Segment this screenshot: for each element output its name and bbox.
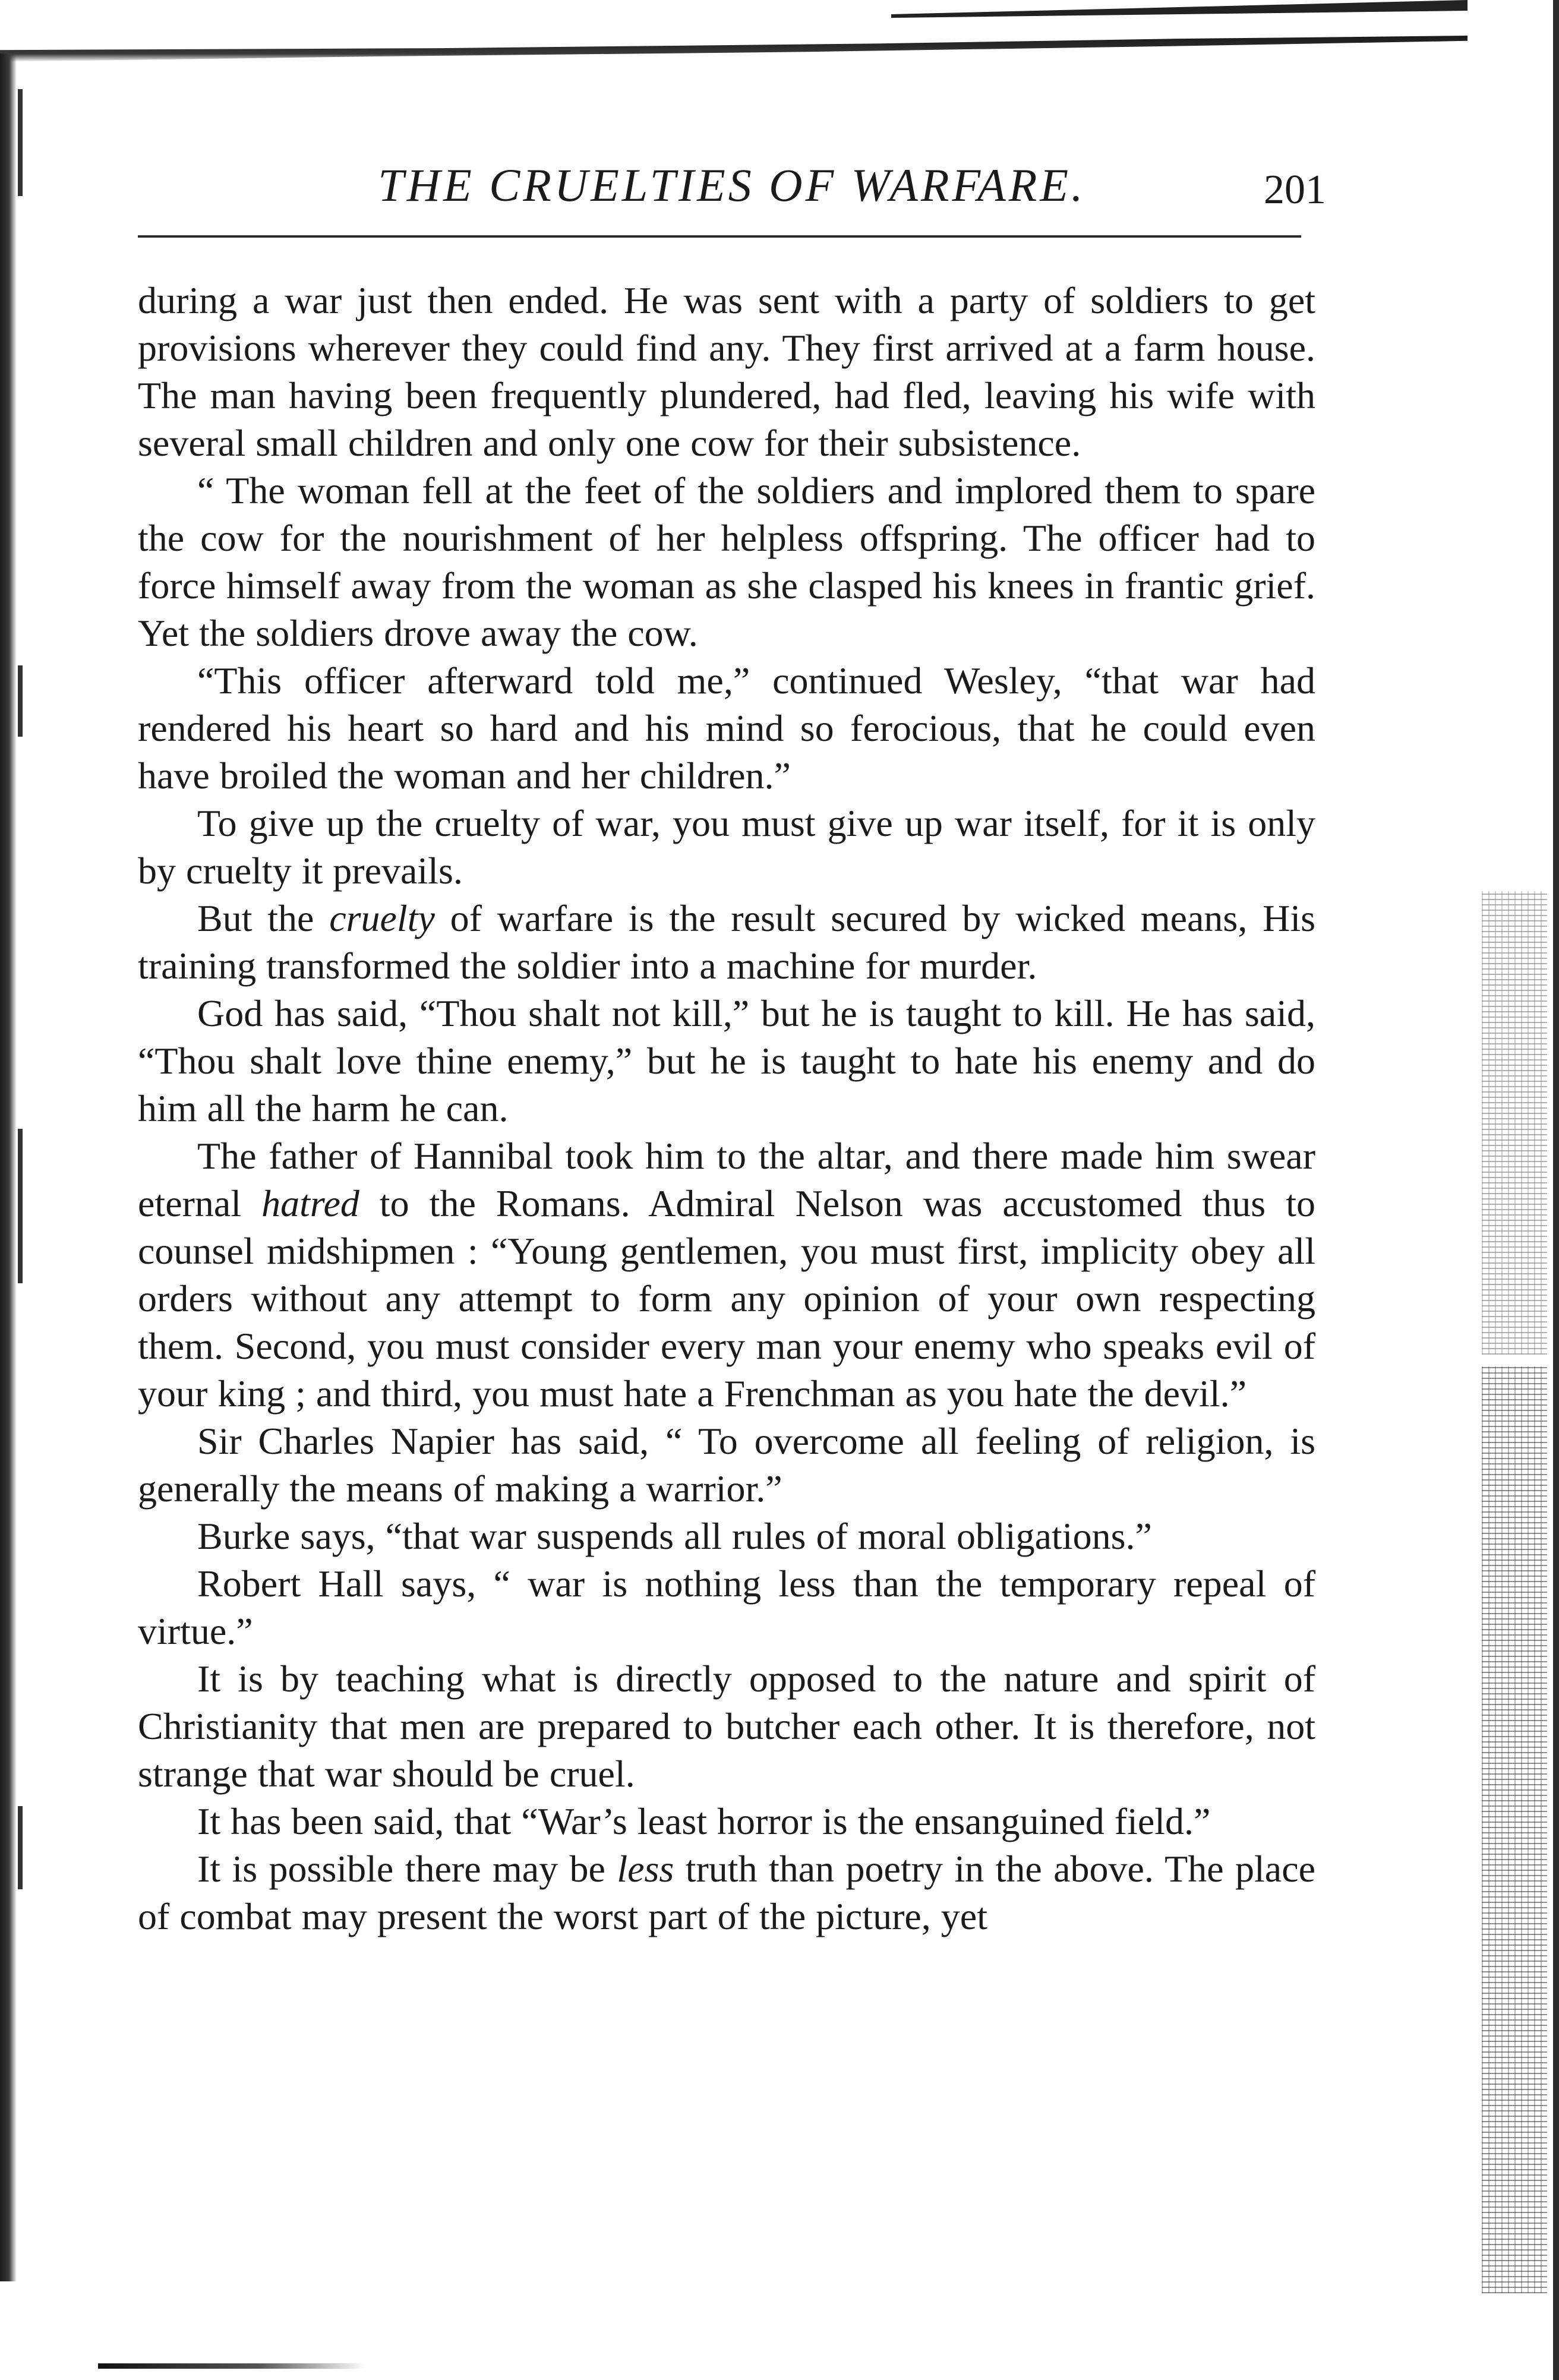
paragraph-text: “This officer afterward told me,” continued Wesley, “that war had rendered his heart so hard and his mind so ferocious, that he could even have broiled the woman and her children.” <box>138 659 1315 797</box>
paragraph-text: It has been said, that “War’s least horror is the ensanguined field.” <box>197 1800 1211 1842</box>
paragraph-text: Burke says, “that war suspends all rules of moral obligations.” <box>197 1515 1152 1557</box>
running-title: THE CRUELTIES OF WARFARE. <box>378 159 1086 211</box>
paragraph-text: To give up the cruelty of war, you must give up war itself, for it is only by cruelty it prevails. <box>138 802 1315 892</box>
scan-noise <box>1482 891 1547 1355</box>
paragraph-text: It is by teaching what is directly opposed to the nature and spirit of Christianity that men are prepared to butcher each other. It is therefore, not strange that war should be cruel. <box>138 1658 1315 1795</box>
paragraph-text: It is possible there may be <box>197 1848 617 1890</box>
page-header <box>138 156 1326 215</box>
scan-edge-shadow <box>1553 0 1559 2380</box>
paragraph <box>138 1798 1315 1845</box>
scan-edge-mark <box>18 1129 23 1283</box>
paragraph-text: of warfare is the result secured by wicked means, His training transformed the soldier into a machine for murder. <box>138 897 1316 987</box>
paragraph-text: The father of Hannibal took him to the altar, and there made him swear eternal <box>138 1135 1315 1224</box>
italic-emphasis: cruelty <box>329 897 435 939</box>
italic-emphasis: hatred <box>261 1182 359 1224</box>
paragraph-text: But the <box>197 897 330 939</box>
scan-edge-mark <box>18 1806 23 1889</box>
paragraph <box>138 895 1315 990</box>
scan-edge-mark <box>18 665 23 737</box>
paragraph <box>138 990 1315 1132</box>
page-number: 201 <box>1264 167 1326 213</box>
scan-edge-shadow <box>0 36 1468 62</box>
paragraph <box>138 1560 1315 1655</box>
header-rule <box>138 235 1301 238</box>
paragraph <box>138 467 1315 657</box>
paragraph <box>138 277 1315 467</box>
scan-edge-shadow <box>891 0 1468 18</box>
paragraph-text: during a war just then ended. He was sent with a party of soldiers to get provisions wherever they could find any. They first arrived at a farm house. The man having been frequently plundered, had fled, leaving his wife with several small children and only one cow for their subsistence. <box>138 279 1315 464</box>
paragraph-text: Sir Charles Napier has said, “ To overcome all feeling of religion, is generally the means of making a warrior.” <box>138 1420 1315 1510</box>
scan-edge-mark <box>18 89 23 196</box>
scan-edge-mark <box>98 2363 365 2369</box>
paragraph-text: God has said, “Thou shalt not kill,” but he is taught to kill. He has said, “Thou shalt love thine enemy,” but he is taught to hate his enemy and do him all the harm he can. <box>138 992 1315 1129</box>
paragraph <box>138 1655 1315 1798</box>
paragraph-text: to the Romans. Admiral Nelson was accustomed thus to counsel midshipmen : “Young gentlemen, you must first, implicity obey all orders without any attempt to form any opinion of your own respecting them. Second, you must consider every man your enemy who speaks evil of your king ; and third, you must hate a Frenchman as you hate the devil.” <box>138 1182 1316 1415</box>
paragraph <box>138 657 1315 800</box>
paragraph-text: “ The woman fell at the feet of the soldiers and implored them to spare the cow for the nourishment of her helpless offspring. The officer had to force himself away from the woman as she clasped his knees in frantic grief. Yet the soldiers drove away the cow. <box>138 469 1315 654</box>
paragraph <box>138 1513 1315 1560</box>
body-text <box>138 277 1315 1940</box>
scan-edge-shadow <box>0 53 17 2281</box>
paragraph <box>138 1132 1315 1418</box>
paragraph <box>138 800 1315 895</box>
paragraph-text: Robert Hall says, “ war is nothing less than the temporary repeal of virtue.” <box>138 1563 1315 1652</box>
paragraph <box>138 1418 1315 1513</box>
scan-noise <box>1482 1366 1547 2293</box>
paragraph <box>138 1845 1315 1940</box>
paragraph-text: truth than poetry in the above. The place of combat may present the worst part of the picture, yet <box>138 1848 1315 1937</box>
italic-emphasis: less <box>617 1848 674 1890</box>
